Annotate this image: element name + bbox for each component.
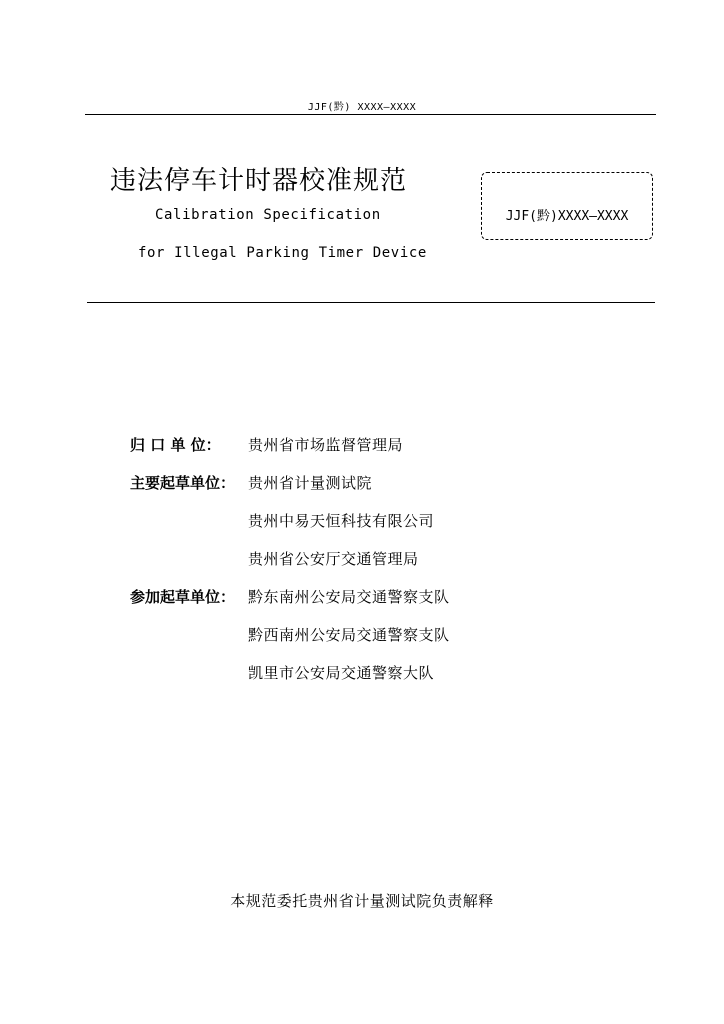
- document-title-chinese: 违法停车计时器校准规范: [110, 166, 408, 196]
- main-drafter-value-3: 贵州省公安厅交通管理局: [248, 550, 419, 568]
- interpretation-note: 本规范委托贵州省计量测试院负责解释: [230, 892, 494, 910]
- main-drafter-value-2: 贵州中易天恒科技有限公司: [248, 512, 435, 530]
- main-drafter-value-1: 贵州省计量测试院: [248, 474, 373, 492]
- participating-drafter-label: 参加起草单位：: [130, 588, 236, 606]
- main-drafter-row: [130, 472, 372, 493]
- header-divider: [85, 114, 656, 115]
- document-title-english-line2: for Illegal Parking Timer Device: [138, 245, 427, 261]
- document-title-english-line1: Calibration Specification: [155, 207, 381, 223]
- standard-code-box-text: JJF(黔)XXXX—XXXX: [505, 209, 629, 224]
- participating-drafter-value-3: 凯里市公安局交通警察大队: [248, 664, 435, 682]
- participating-drafter-value-1: 黔东南州公安局交通警察支队: [248, 588, 450, 606]
- header-standard-code: JJF(黔) XXXX—XXXX: [307, 102, 417, 113]
- participating-drafter-value-2: 黔西南州公安局交通警察支队: [248, 626, 450, 644]
- governing-unit-value: 贵州省市场监督管理局: [248, 436, 404, 454]
- governing-unit-label: 归 口 单 位：: [130, 436, 221, 454]
- main-drafter-label: 主要起草单位：: [130, 474, 236, 492]
- participating-drafter-row: [130, 586, 450, 607]
- governing-unit-row: [130, 434, 403, 455]
- title-divider: [87, 302, 655, 303]
